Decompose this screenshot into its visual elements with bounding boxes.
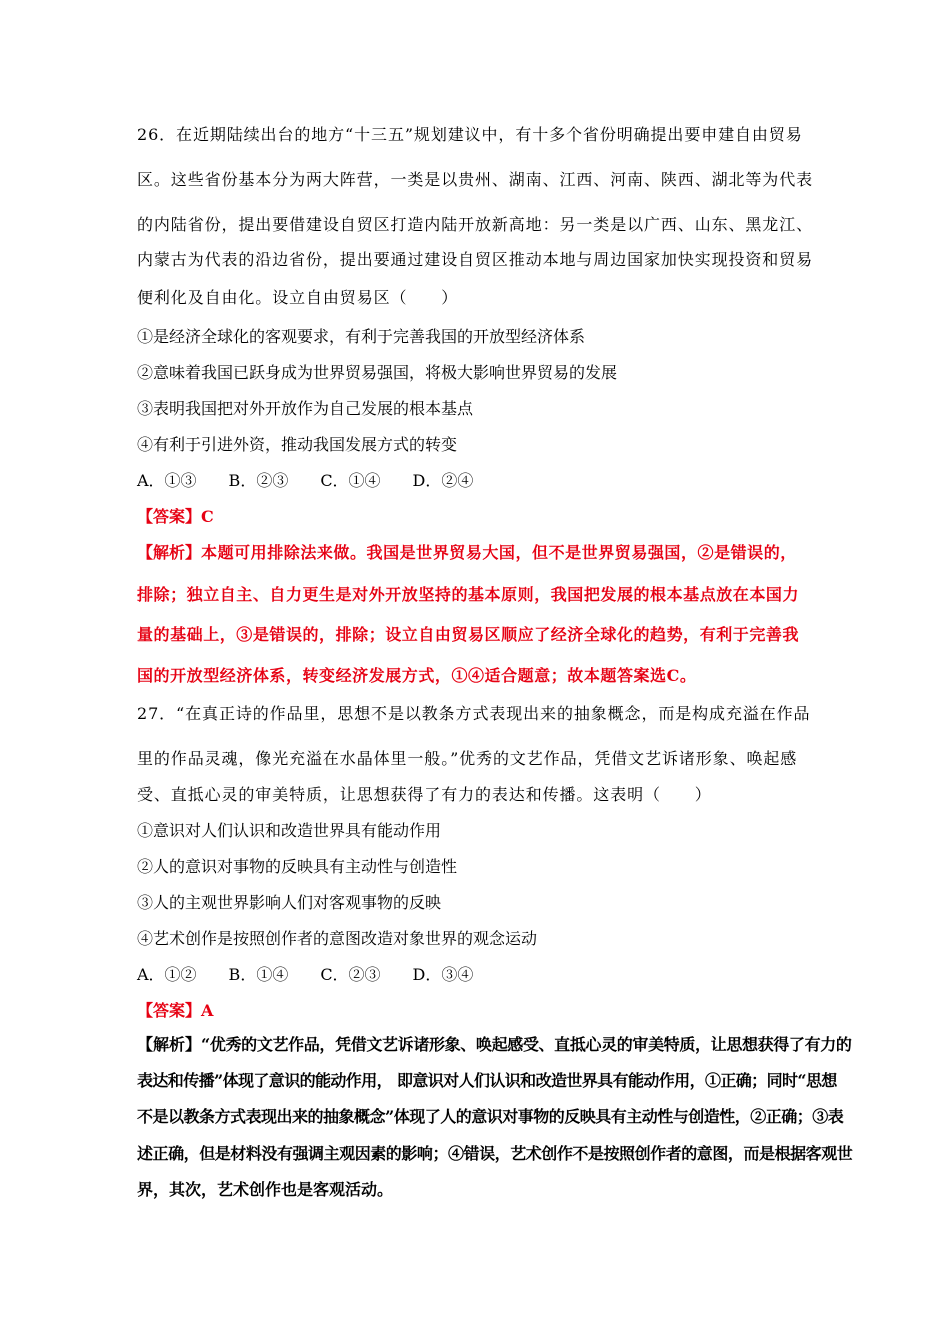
q26-answer-tag: 【答案】 xyxy=(137,507,202,526)
q26-option-3: ③表明我国把对外开放作为自己发展的根本基点 xyxy=(137,399,474,418)
q26-analysis-line-3: 量的基础上，③是错误的，排除；设立自由贸易区顺应了经济全球化的趋势，有利于完善我 xyxy=(137,625,800,644)
q26-analysis-line-1 xyxy=(137,542,797,564)
q26-analysis-text-1: 本题可用排除法来做。我国是世界贸易大国，但不是世界贸易强国，②是错误的， xyxy=(201,543,797,562)
q26-stem-line-3: 的内陆省份，提出要借建设自贸区打造内陆开放新高地：另一类是以广西、山东、黑龙江、 xyxy=(137,215,814,234)
q26-analysis-line-2: 排除；独立自主、自力更生是对外开放坚持的基本原则，我国把发展的根本基点放在本国力 xyxy=(137,585,800,604)
q27-option-1: ①意识对人们认识和改造世界具有能动作用 xyxy=(137,821,442,840)
q26-answer-value: C xyxy=(201,507,214,526)
q27-analysis-tag: 【解析】 xyxy=(137,1035,202,1054)
q27-option-2: ②人的意识对事物的反映具有主动性与创造性 xyxy=(137,857,458,876)
q27-analysis-line-3: 不是以教条方式表现出来的抽象概念”体现了人的意识对事物的反映具有主动性与创造性，②正确；③表 xyxy=(137,1107,844,1126)
q27-choices: A．①② B．①④ C．②③ D．③④ xyxy=(137,965,474,984)
q27-analysis-line-5: 界，其次，艺术创作也是客观活动。 xyxy=(137,1180,394,1199)
q27-stem-line-1: 27．“在真正诗的作品里，思想不是以教条方式表现出来的抽象概念，而是构成充溢在作品 xyxy=(137,704,811,723)
q26-stem-line-5: 便利化及自由化。设立自由贸易区（ ） xyxy=(137,288,459,307)
q26-option-4: ④有利于引进外资，推动我国发展方式的转变 xyxy=(137,435,458,454)
q26-stem-line-2: 区。这些省份基本分为两大阵营，一类是以贵州、湖南、江西、河南、陕西、湖北等为代表 xyxy=(137,170,814,189)
q26-stem-line-1: 26．在近期陆续出台的地方“十三五”规划建议中，有十多个省份明确提出要申建自由贸易 xyxy=(137,125,803,144)
q26-answer xyxy=(137,506,214,528)
q27-analysis-text-1: “优秀的文艺作品，凭借文艺诉诸形象、唤起感受、直抵心灵的审美特质，让思想获得了有力的 xyxy=(201,1035,852,1054)
q26-option-2: ②意味着我国已跃身成为世界贸易强国，将极大影响世界贸易的发展 xyxy=(137,363,618,382)
q26-option-1: ①是经济全球化的客观要求，有利于完善我国的开放型经济体系 xyxy=(137,327,586,346)
q27-option-3: ③人的主观世界影响人们对客观事物的反映 xyxy=(137,893,442,912)
q26-analysis-tag: 【解析】 xyxy=(137,543,202,562)
q27-answer-tag: 【答案】 xyxy=(137,1001,202,1020)
q26-stem-line-4: 内蒙古为代表的沿边省份，提出要通过建设自贸区推动本地与周边国家加快实现投资和贸易 xyxy=(137,250,814,269)
q27-analysis-line-4: 述正确，但是材料没有强调主观因素的影响；④错误，艺术创作不是按照创作者的意图，而是根据客观世 xyxy=(137,1144,853,1163)
q27-answer-value: A xyxy=(201,1001,214,1020)
q26-choices: A．①③ B．②③ C．①④ D．②④ xyxy=(137,471,474,490)
q27-option-4: ④艺术创作是按照创作者的意图改造对象世界的观念运动 xyxy=(137,929,538,948)
q27-answer xyxy=(137,1000,213,1022)
q26-analysis-line-4: 国的开放型经济体系，转变经济发展方式，①④适合题意；故本题答案选C。 xyxy=(137,666,697,685)
q27-stem-line-2: 里的作品灵魂，像光充溢在水晶体里一般。”优秀的文艺作品，凭借文艺诉诸形象、唤起感 xyxy=(137,749,798,768)
q27-analysis-line-1 xyxy=(137,1034,852,1056)
q27-analysis-line-2: 表达和传播”体现了意识的能动作用， 即意识对人们认识和改造世界具有能动作用，①正确；同时“思想 xyxy=(137,1071,837,1090)
q27-stem-line-3: 受、直抵心灵的审美特质，让思想获得了有力的表达和传播。这表明（ ） xyxy=(137,785,712,804)
